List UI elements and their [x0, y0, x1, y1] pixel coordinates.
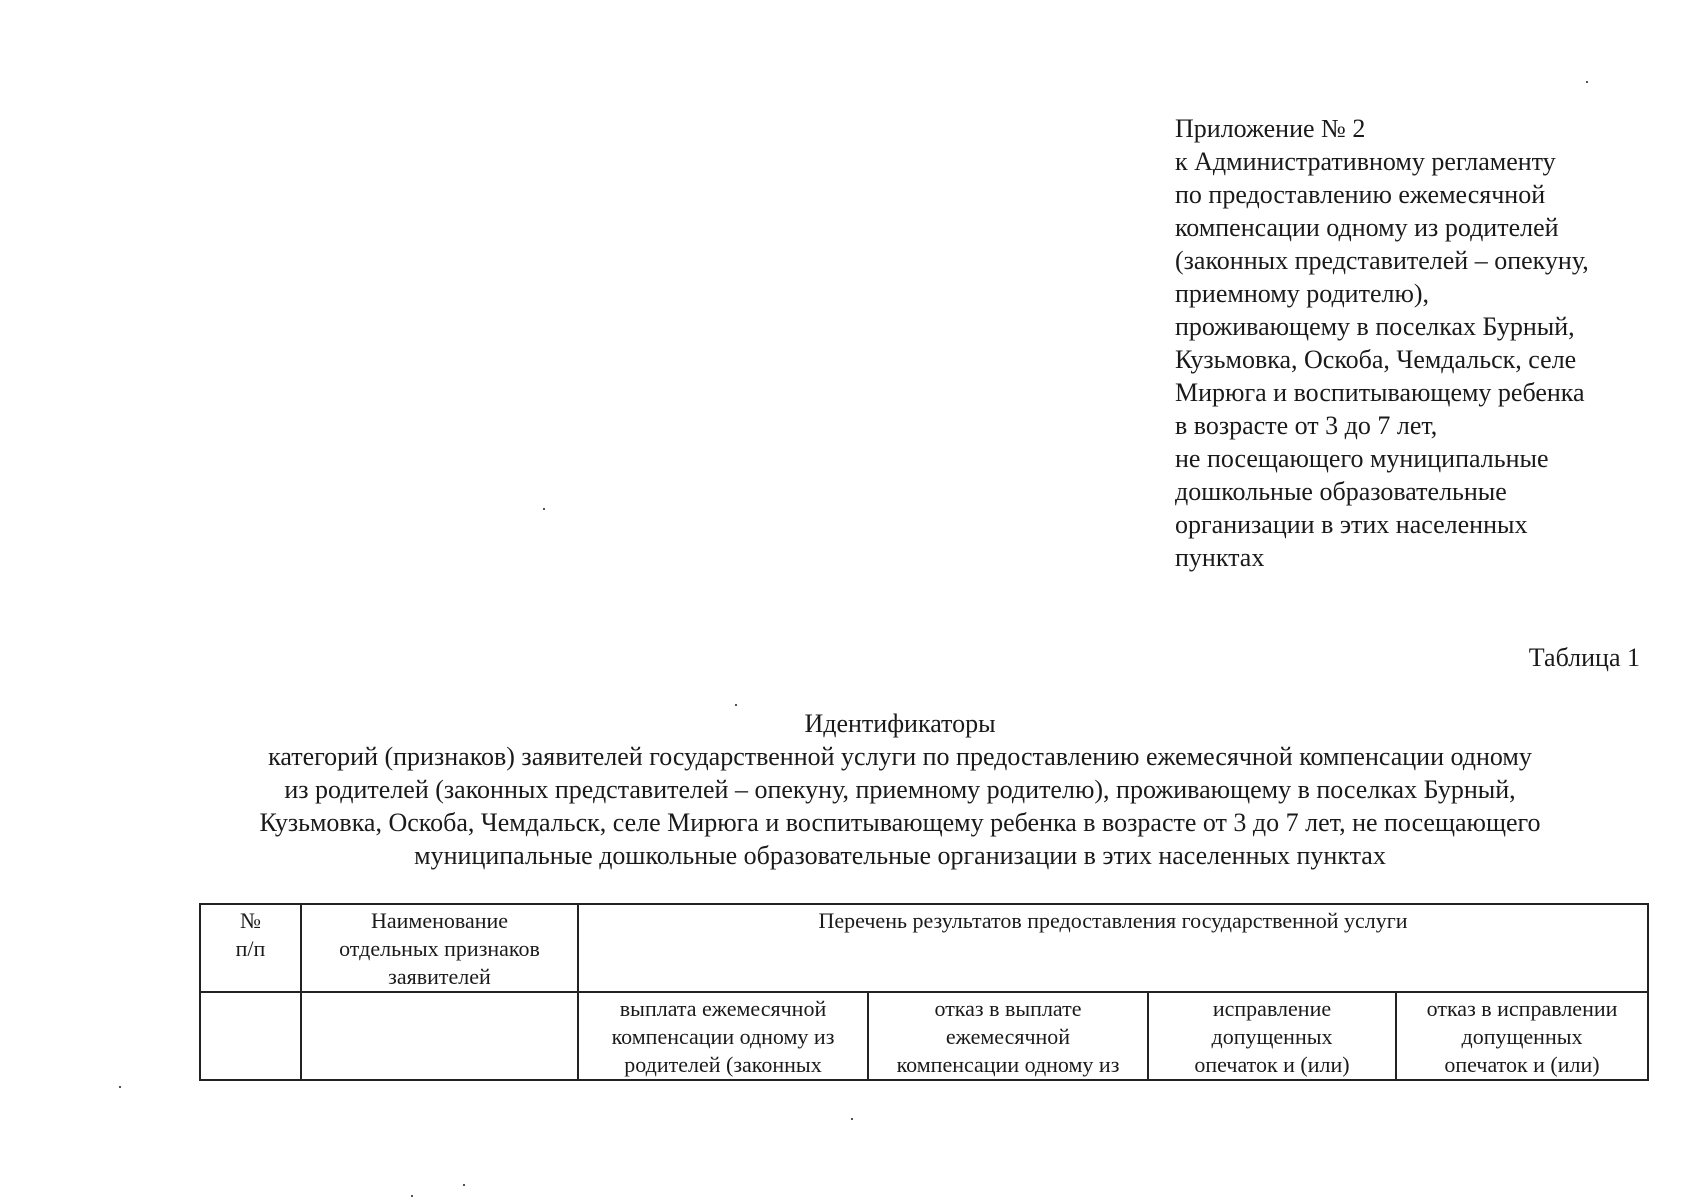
header-number-abbr: п/п: [235, 936, 266, 961]
header-name-cell: [301, 904, 578, 992]
subheader-correction-cell: [1148, 992, 1396, 1080]
scan-speck: [119, 1086, 121, 1088]
appendix-line: проживающему в поселках Бурный,: [1175, 312, 1575, 341]
subheader-correction-refusal-cell: [1396, 992, 1648, 1080]
header-name-line: отдельных признаков: [339, 936, 540, 961]
appendix-line: по предоставлению ежемесячной: [1175, 180, 1546, 209]
appendix-line: к Административному регламенту: [1175, 147, 1556, 176]
appendix-line: дошкольные образовательные: [1175, 477, 1507, 506]
appendix-line: Приложение № 2: [1175, 114, 1366, 143]
header-results-label: Перечень результатов предоставления государственной услуги: [818, 908, 1408, 933]
subheader-line: отказ в исправлении: [1426, 996, 1618, 1021]
scan-speck: [1586, 81, 1588, 83]
subheader-payment-cell: [578, 992, 868, 1080]
subheader-line: выплата ежемесячной: [619, 996, 827, 1021]
appendix-line: организации в этих населенных: [1175, 510, 1528, 539]
scan-speck: [851, 1118, 853, 1120]
table-header-row: [200, 904, 1648, 992]
title-line: Кузьмовка, Оскоба, Чемдальск, селе Мирюга и воспитывающему ребенка в возрасте от 3 до 7 лет, не посещающего: [259, 808, 1541, 837]
title-line: категорий (признаков) заявителей государственной услуги по предоставлению ежемесячной компенсации одному: [268, 742, 1532, 771]
scan-speck: [543, 508, 545, 510]
table-number: Таблица 1: [1528, 643, 1640, 672]
title-heading: Идентификаторы: [804, 709, 996, 738]
appendix-line: Мирюга и воспитывающему ребенка: [1175, 378, 1585, 407]
subheader-empty-cell: [200, 992, 301, 1080]
subheader-line: родителей (законных: [624, 1052, 822, 1077]
table-subheader-row: [200, 992, 1648, 1080]
scan-speck: [463, 1184, 465, 1186]
title-line: из родителей (законных представителей – опекуну, приемному родителю), проживающему в поселках Бурный,: [284, 775, 1516, 804]
document-title: [150, 707, 1650, 872]
subheader-line: отказ в выплате: [934, 996, 1082, 1021]
header-name-line: Наименование: [370, 908, 509, 933]
subheader-line: исправление: [1212, 996, 1332, 1021]
subheader-line: ежемесячной: [945, 1024, 1071, 1049]
header-results-cell: [578, 904, 1648, 992]
appendix-line: пунктах: [1175, 543, 1265, 572]
subheader-empty-cell: [301, 992, 578, 1080]
subheader-line: компенсации одному из: [896, 1052, 1120, 1077]
appendix-line: приемному родителю),: [1175, 279, 1430, 308]
subheader-line: опечаток и (или): [1194, 1052, 1350, 1077]
title-line: муниципальные дошкольные образовательные организации в этих населенных пунктах: [414, 841, 1386, 870]
subheader-line: допущенных: [1461, 1024, 1583, 1049]
appendix-line: (законных представителей – опекуну,: [1175, 246, 1589, 275]
header-number-cell: [200, 904, 301, 992]
header-number-symbol: №: [240, 908, 261, 933]
appendix-block: [1175, 112, 1675, 574]
appendix-line: Кузьмовка, Оскоба, Чемдальск, селе: [1175, 345, 1577, 374]
appendix-line: компенсации одному из родителей: [1175, 213, 1559, 242]
appendix-line: в возрасте от 3 до 7 лет,: [1175, 411, 1438, 440]
scan-speck: [411, 1195, 413, 1197]
scan-speck: [735, 704, 737, 706]
header-name-line: заявителей: [388, 964, 491, 989]
appendix-line: не посещающего муниципальные: [1175, 444, 1549, 473]
subheader-line: опечаток и (или): [1444, 1052, 1600, 1077]
subheader-payment-refusal-cell: [868, 992, 1148, 1080]
subheader-line: допущенных: [1211, 1024, 1333, 1049]
identifiers-table: [199, 903, 1649, 1081]
subheader-line: компенсации одному из: [611, 1024, 835, 1049]
